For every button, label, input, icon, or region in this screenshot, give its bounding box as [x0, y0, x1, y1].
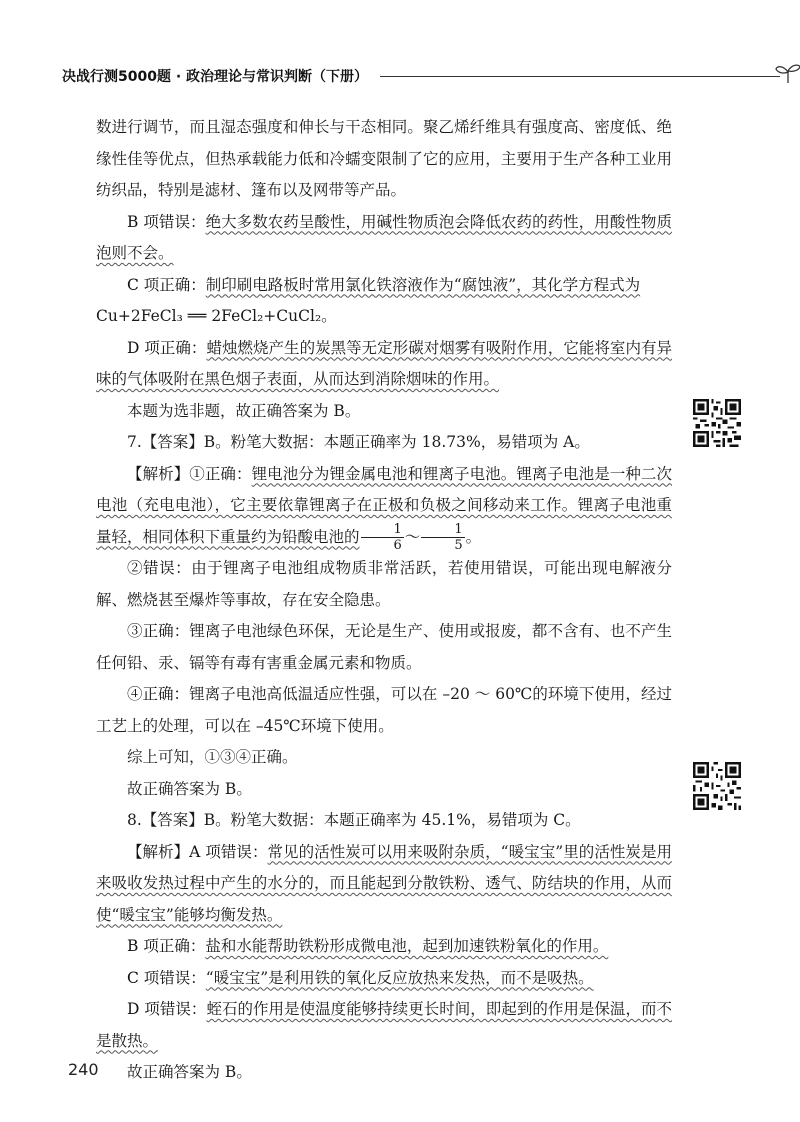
paragraph-0: 数进行调节，而且湿态强度和伸长与干态相同。聚乙烯纤维具有强度高、密度低、绝缘性佳等优点，但热承载能力低和冷蠕变限制了它的应用，主要用于生产各种工业用纺织品，特别是滤材、篷布以及网带等产品。 — [96, 118, 672, 199]
paragraph-9: ③正确：锂离子电池绿色环保，无论是生产、使用或报废，都不含有、也不产生任何铅、汞、镉等有毒有害重金属元素和物质。 — [96, 622, 672, 672]
paragraph-17: D 项错误：蛭石的作用是使温度能够持续更长时间，即起到的作用是保温，而不是散热。 — [96, 1000, 672, 1050]
sprout-icon — [774, 62, 800, 84]
fraction-one-fifth: $\frac{1}{5}$ — [421, 522, 464, 553]
paragraph-12: 故正确答案为 B。 — [127, 779, 252, 798]
qr-code-icon[interactable] — [693, 762, 741, 810]
analysis-7: 【解析】①正确：锂电池分为锂金属电池和锂离子电池。锂离子电池是一种二次电池（充电电池），它主要依靠锂离子在正极和负极之间移动来工作。锂离子电池重量轻，相同体积下重量约为铅酸电池的 $\frac{1}{6}$ ～ $\frac{1}{5}$ 。 — [96, 464, 672, 553]
paragraph-15: B 项正确：盐和水能帮助铁粉形成微电池，起到加速铁粉氧化的作用。 — [127, 937, 609, 955]
analysis-8: 【解析】A 项错误：常见的活性炭可以用来吸附杂质，“暖宝宝”里的活性炭是用来吸收发热过程中产生的水分的，而且能起到分散铁粉、透气、防结块的作用，从而使“暖宝宝”能够均衡发热。 — [96, 842, 672, 924]
answer-7: 7.【答案】B。粉笔大数据：本题正确率为 18.73%，易错项为 A。 — [127, 433, 590, 451]
paragraph-2: C 项正确：制印刷电路板时常用氯化铁溶液作为“腐蚀液”，其化学方程式为 — [127, 275, 641, 294]
paragraph-10: ④正确：锂离子电池高低温适应性强，可以在 –20 ～ 60℃的环境下使用，经过工艺上的处理，可以在 –45℃环境下使用。 — [96, 685, 672, 735]
header-title: 决战行测5000题 · 政治理论与常识判断（下册） — [62, 69, 369, 85]
paragraph-5: 本题为选非题，故正确答案为 B。 — [127, 401, 361, 420]
paragraph-1: B 项错误：绝大多数农药呈酸性，用碱性物质泡会降低农药的药性，用酸性物质泡则不会。 — [96, 212, 672, 262]
paragraph-11: 综上可知，①③④正确。 — [127, 748, 298, 766]
paragraph-16: C 项错误：“暖宝宝”是利用铁的氧化反应放热来发热，而不是吸热。 — [127, 968, 594, 987]
answer-8: 8.【答案】B。粉笔大数据：本题正确率为 45.1%，易错项为 C。 — [127, 811, 581, 829]
paragraph-18: 故正确答案为 B。 — [127, 1063, 252, 1081]
page-body — [96, 112, 672, 1089]
fraction-one-sixth: $\frac{1}{6}$ — [361, 522, 404, 553]
chemical-equation: Cu+2FeCl₃ ══ 2FeCl₂+CuCl₂。 — [96, 307, 337, 325]
paragraph-4: D 项正确：蜡烛燃烧产生的炭黑等无定形碳对烟雾有吸附作用，它能将室内有异味的气体吸附在黑色烟子表面，从而达到消除烟味的作用。 — [96, 338, 672, 388]
paragraph-8: ②错误：由于锂离子电池组成物质非常活跃，若使用错误，可能出现电解液分解、燃烧甚至爆炸等事故，存在安全隐患。 — [96, 559, 672, 609]
header-rule — [380, 76, 780, 77]
qr-code-icon[interactable] — [693, 399, 741, 447]
page-number: 240 — [68, 1060, 99, 1079]
running-header — [62, 62, 752, 86]
